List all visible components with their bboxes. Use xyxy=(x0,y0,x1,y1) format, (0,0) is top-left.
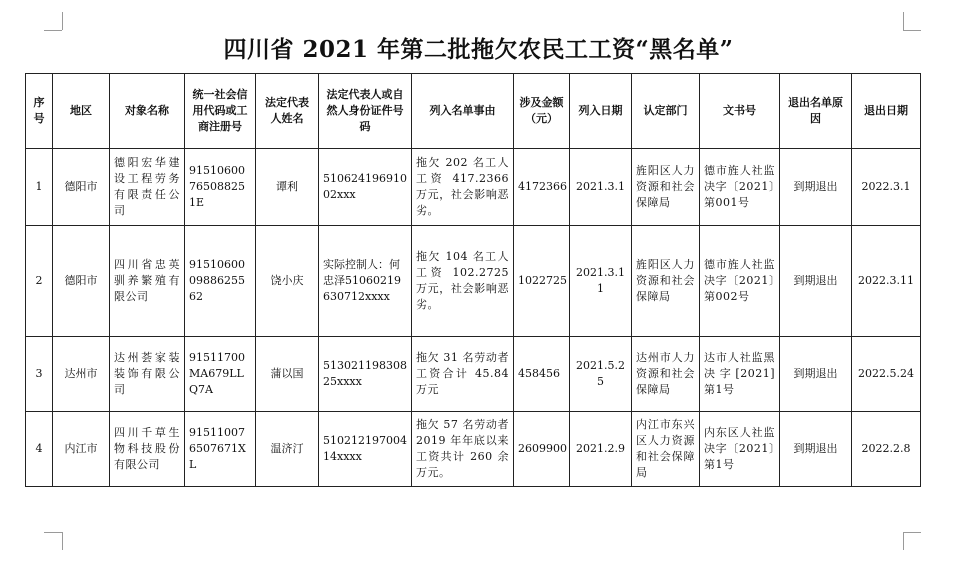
table-row xyxy=(26,149,921,226)
header-cell: 退出日期 xyxy=(852,74,921,149)
doc-number-cell: 达市人社监黑决字[2021]第1号 xyxy=(700,337,780,412)
crop-mark xyxy=(903,532,904,550)
header-row xyxy=(26,74,921,149)
exit-reason-cell: 到期退出 xyxy=(780,412,852,487)
row-number: 1 xyxy=(26,149,53,226)
table-row xyxy=(26,226,921,337)
header-cell: 地区 xyxy=(53,74,110,149)
reason-cell: 拖欠 31 名劳动者工资合计 45.84 万元 xyxy=(412,337,514,412)
header-cell: 涉及金额（元） xyxy=(514,74,570,149)
exit-reason-cell: 到期退出 xyxy=(780,149,852,226)
region-cell: 达州市 xyxy=(53,337,110,412)
reason-cell: 拖欠 57 名劳动者 2019 年年底以来工资共计 260 余万元。 xyxy=(412,412,514,487)
legal-rep-cell: 温济汀 xyxy=(256,412,319,487)
list-date-cell: 2021.5.25 xyxy=(570,337,632,412)
department-cell: 旌阳区人力资源和社会保障局 xyxy=(632,226,700,337)
legal-rep-cell: 谭利 xyxy=(256,149,319,226)
id-number-cell: 51302119830825xxxx xyxy=(319,337,412,412)
reason-cell: 拖欠 202 名工人工资 417.2366 万元，社会影响恶劣。 xyxy=(412,149,514,226)
crop-mark xyxy=(62,12,63,30)
company-name-cell: 四川千草生物科技股份有限公司 xyxy=(110,412,185,487)
region-cell: 内江市 xyxy=(53,412,110,487)
header-cell: 法定代表人姓名 xyxy=(256,74,319,149)
id-number-cell: 实际控制人：何忠泽51060219630712xxxx xyxy=(319,226,412,337)
department-cell: 内江市东兴区人力资源和社会保障局 xyxy=(632,412,700,487)
doc-number-cell: 内东区人社监决字〔2021〕第1号 xyxy=(700,412,780,487)
header-cell: 法定代表人或自然人身份证件号码 xyxy=(319,74,412,149)
company-name-cell: 达州荟家装装饰有限公司 xyxy=(110,337,185,412)
doc-number-cell: 德市旌人社监决字〔2021〕第002号 xyxy=(700,226,780,337)
legal-rep-cell: 饶小庆 xyxy=(256,226,319,337)
reason-cell: 拖欠 104 名工人工资 102.2725 万元，社会影响恶劣。 xyxy=(412,226,514,337)
list-date-cell: 2021.3.11 xyxy=(570,226,632,337)
region-cell: 德阳市 xyxy=(53,149,110,226)
amount-cell: 1022725 xyxy=(514,226,570,337)
row-number: 3 xyxy=(26,337,53,412)
header-cell: 对象名称 xyxy=(110,74,185,149)
amount-cell: 2609900 xyxy=(514,412,570,487)
row-number: 2 xyxy=(26,226,53,337)
exit-date-cell: 2022.3.1 xyxy=(852,149,921,226)
exit-reason-cell: 到期退出 xyxy=(780,337,852,412)
header-cell: 退出名单原因 xyxy=(780,74,852,149)
header-cell: 列入日期 xyxy=(570,74,632,149)
exit-reason-cell: 到期退出 xyxy=(780,226,852,337)
region-cell: 德阳市 xyxy=(53,226,110,337)
credit-code-cell: 915106000988625562 xyxy=(185,226,256,337)
table-row xyxy=(26,337,921,412)
list-date-cell: 2021.2.9 xyxy=(570,412,632,487)
list-date-cell: 2021.3.1 xyxy=(570,149,632,226)
header-cell: 列入名单事由 xyxy=(412,74,514,149)
credit-code-cell: 91511700MA679LLQ7A xyxy=(185,337,256,412)
header-cell: 认定部门 xyxy=(632,74,700,149)
crop-mark xyxy=(44,532,62,533)
id-number-cell: 51062419691002xxx xyxy=(319,149,412,226)
amount-cell: 4172366 xyxy=(514,149,570,226)
department-cell: 旌阳区人力资源和社会保障局 xyxy=(632,149,700,226)
exit-date-cell: 2022.3.11 xyxy=(852,226,921,337)
header-cell: 序号 xyxy=(26,74,53,149)
document-title: 四川省 2021 年第二批拖欠农民工工资“黑名单” xyxy=(223,36,734,63)
amount-cell: 458456 xyxy=(514,337,570,412)
crop-mark xyxy=(62,532,63,550)
crop-mark xyxy=(903,532,921,533)
crop-mark xyxy=(903,12,904,30)
doc-number-cell: 德市旌人社监决字〔2021〕第001号 xyxy=(700,149,780,226)
header-cell: 文书号 xyxy=(700,74,780,149)
id-number-cell: 51021219700414xxxx xyxy=(319,412,412,487)
credit-code-cell: 91510600765088251E xyxy=(185,149,256,226)
blacklist-table xyxy=(25,73,921,487)
exit-date-cell: 2022.5.24 xyxy=(852,337,921,412)
legal-rep-cell: 蒲以国 xyxy=(256,337,319,412)
credit-code-cell: 915110076507671XL xyxy=(185,412,256,487)
company-name-cell: 四川省忠英驯养繁殖有限公司 xyxy=(110,226,185,337)
company-name-cell: 德阳宏华建设工程劳务有限责任公司 xyxy=(110,149,185,226)
exit-date-cell: 2022.2.8 xyxy=(852,412,921,487)
header-cell: 统一社会信用代码或工商注册号 xyxy=(185,74,256,149)
department-cell: 达州市人力资源和社会保障局 xyxy=(632,337,700,412)
row-number: 4 xyxy=(26,412,53,487)
table-row xyxy=(26,412,921,487)
